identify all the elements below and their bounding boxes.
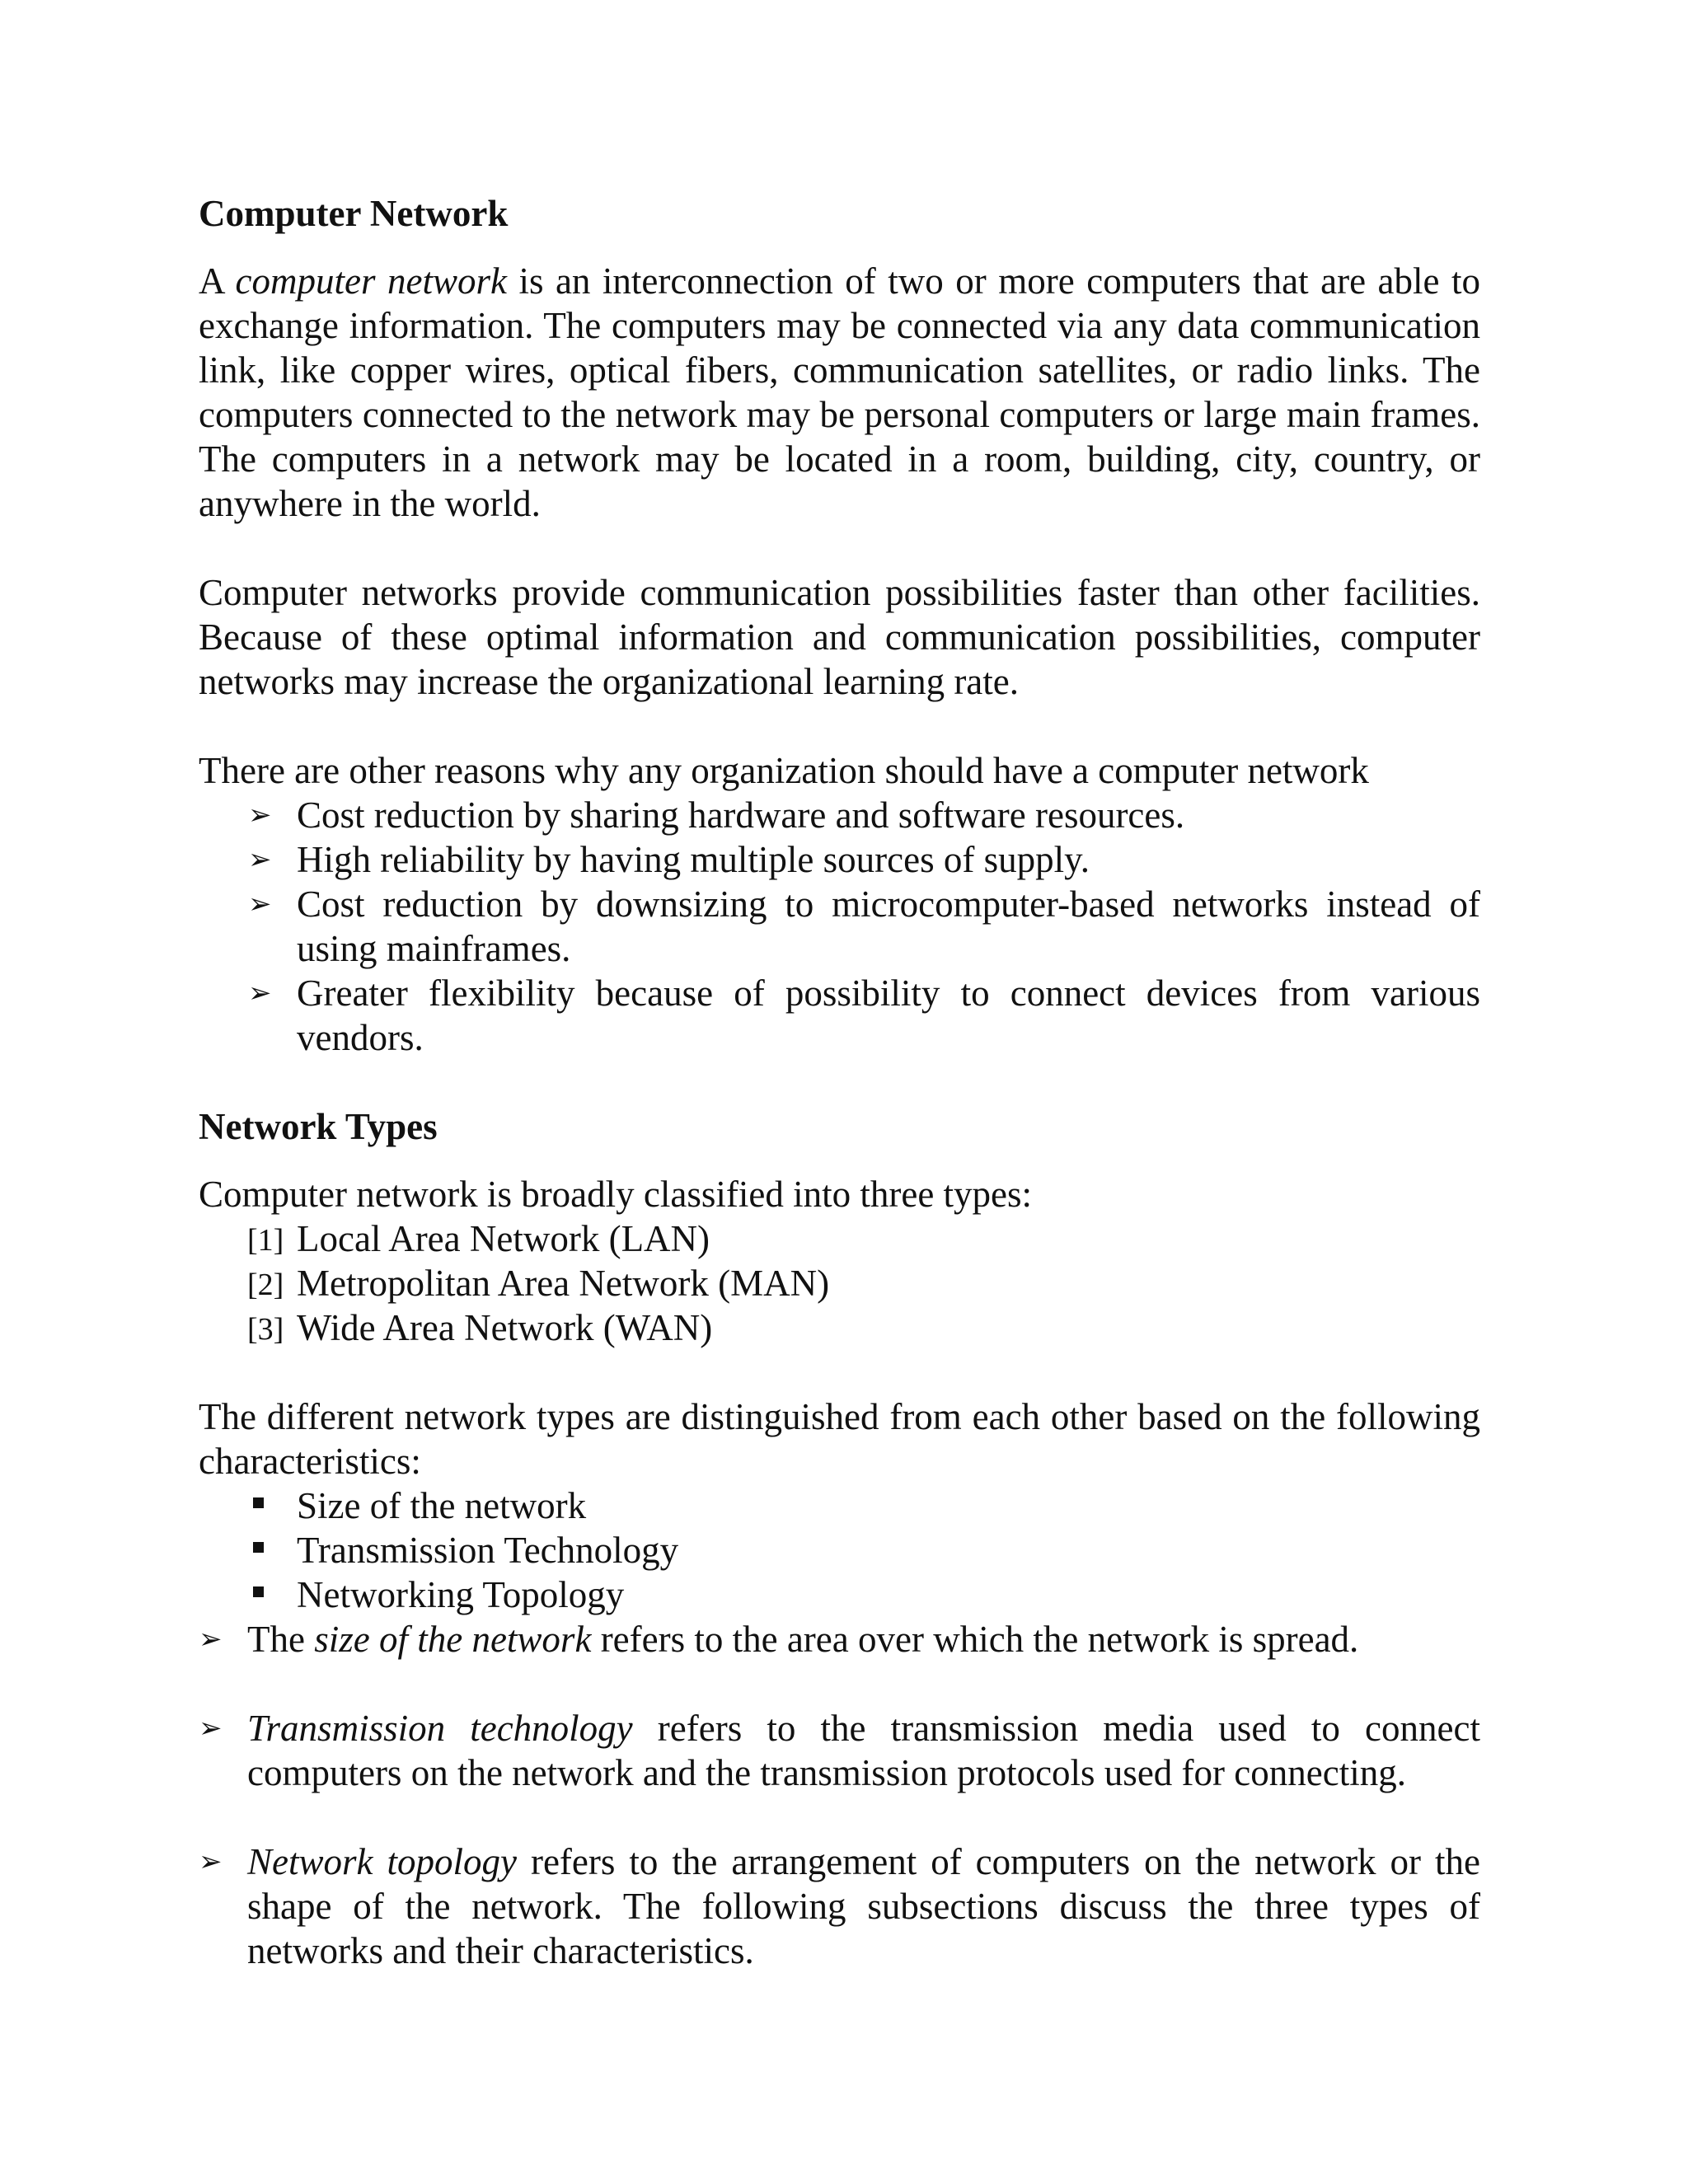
reasons-list bbox=[199, 793, 1480, 1060]
arrow-bullet-icon: ➢ bbox=[199, 1845, 223, 1878]
list-item: ➢ Greater flexibility because of possibility to connect devices from various vendors. bbox=[248, 972, 1480, 1058]
list-number: [2] bbox=[247, 1268, 284, 1302]
list-item: ➢ Cost reduction by downsizing to microcomputer-based networks instead of using mainframes. bbox=[248, 883, 1480, 969]
list-item: ➢ High reliability by having multiple sources of supply. bbox=[248, 839, 1090, 880]
square-bullet-icon bbox=[253, 1542, 264, 1553]
paragraph-definition: A computer network is an interconnection of two or more computers that are able to exchange information. The computers may be connected via any data communication link, like copper wires, optical fibers, communication satellites, or radio links. The computers connected to the network may be personal computers or large main frames. The computers in a network may be located in a room, building, city, country, or anywhere in the world. bbox=[199, 260, 1481, 524]
list-item-topology-note: ➢ Network topology refers to the arrangement of computers on the network or the shape of the network. The following subsections discuss the three types of networks and their characteristics. bbox=[199, 1841, 1481, 1971]
arrow-bullet-icon: ➢ bbox=[248, 799, 272, 832]
list-item: Networking Topology bbox=[199, 1572, 1480, 1617]
paragraph-types-intro: Computer network is broadly classified into three types: bbox=[199, 1174, 1033, 1215]
list-number: [1] bbox=[247, 1223, 284, 1258]
list-item-transmission-note: ➢ Transmission technology refers to the transmission media used to connect computers on the network and the transmission protocols used for connecting. bbox=[199, 1708, 1480, 1793]
section-title-computer-network: Computer Network bbox=[199, 193, 509, 234]
square-bullet-icon bbox=[253, 1586, 264, 1597]
paragraph-characteristics-intro: The different network types are distinguished from each other based on the following characteristics: bbox=[199, 1396, 1480, 1482]
arrow-bullet-icon: ➢ bbox=[199, 1712, 223, 1745]
notes-list bbox=[199, 1617, 1480, 1973]
arrow-bullet-icon: ➢ bbox=[199, 1623, 223, 1656]
paragraph-reasons-intro: There are other reasons why any organization should have a computer network bbox=[199, 750, 1369, 791]
characteristics-list bbox=[199, 1483, 1480, 1617]
arrow-bullet-icon: ➢ bbox=[248, 843, 272, 876]
arrow-bullet-icon: ➢ bbox=[248, 888, 272, 921]
term-computer-network: computer network bbox=[235, 260, 507, 302]
list-number: [3] bbox=[247, 1312, 284, 1347]
square-bullet-icon bbox=[253, 1497, 264, 1508]
list-item: Size of the network bbox=[199, 1483, 1480, 1528]
list-item: Transmission Technology bbox=[199, 1528, 1480, 1572]
paragraph-benefits: Computer networks provide communication possibilities faster than other facilities. Because of these optimal information and communication possibilities, computer networks may increase the organizational learning rate. bbox=[199, 572, 1480, 702]
list-item: ➢ Cost reduction by sharing hardware and software resources. bbox=[248, 794, 1185, 836]
arrow-bullet-icon: ➢ bbox=[248, 977, 272, 1010]
network-types-list bbox=[199, 1216, 1480, 1350]
section-title-network-types: Network Types bbox=[199, 1106, 438, 1147]
list-item: [1] Local Area Network (LAN) bbox=[199, 1216, 1480, 1261]
list-item-size-note: ➢ The size of the network refers to the area over which the network is spread. bbox=[199, 1619, 1359, 1660]
list-item: [2] Metropolitan Area Network (MAN) bbox=[199, 1261, 1480, 1305]
list-item: [3] Wide Area Network (WAN) bbox=[199, 1305, 1480, 1350]
